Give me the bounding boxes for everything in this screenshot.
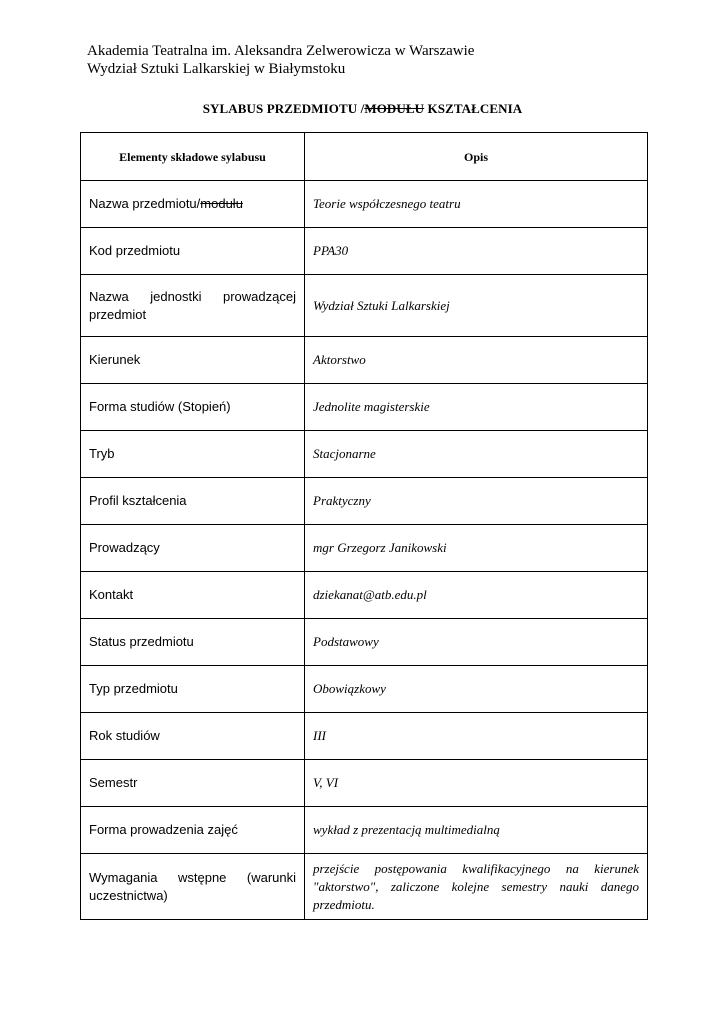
row-label: Prowadzący [81, 525, 305, 572]
row-value: Jednolite magisterskie [305, 384, 648, 431]
table-row [81, 572, 648, 619]
table-row [81, 337, 648, 384]
institution-header [87, 42, 474, 78]
table-row [81, 713, 648, 760]
table-row [81, 228, 648, 275]
row-label [81, 181, 305, 228]
row-value: PPA30 [305, 228, 648, 275]
row-label: Wymagania wstępne (warunki uczestnictwa) [81, 854, 305, 920]
row-label: Kierunek [81, 337, 305, 384]
document-title [0, 101, 725, 117]
table-row [81, 181, 648, 228]
row-label: Status przedmiotu [81, 619, 305, 666]
column-header-description: Opis [305, 133, 648, 181]
row-value: mgr Grzegorz Janikowski [305, 525, 648, 572]
table-row [81, 478, 648, 525]
syllabus-table [80, 132, 648, 920]
row-value: wykład z prezentacją multimedialną [305, 807, 648, 854]
table-row [81, 760, 648, 807]
row-label: Typ przedmiotu [81, 666, 305, 713]
row-value: III [305, 713, 648, 760]
table-row [81, 807, 648, 854]
row-label-text: Nazwa przedmiotu/ [89, 196, 201, 211]
row-label: Profil kształcenia [81, 478, 305, 525]
row-label-struck: modułu [200, 196, 243, 211]
row-value: dziekanat@atb.edu.pl [305, 572, 648, 619]
column-header-elements: Elementy składowe sylabusu [81, 133, 305, 181]
row-value: Stacjonarne [305, 431, 648, 478]
table-row [81, 854, 648, 920]
row-label: Kontakt [81, 572, 305, 619]
row-value: Podstawowy [305, 619, 648, 666]
row-value: Teorie współczesnego teatru [305, 181, 648, 228]
row-label: Rok studiów [81, 713, 305, 760]
title-part2: KSZTAŁCENIA [424, 101, 523, 116]
row-label: Nazwa jednostki prowadzącej przedmiot [81, 275, 305, 337]
row-label: Tryb [81, 431, 305, 478]
table-row [81, 619, 648, 666]
row-value: Aktorstwo [305, 337, 648, 384]
table-row [81, 525, 648, 572]
row-value: Wydział Sztuki Lalkarskiej [305, 275, 648, 337]
table-row [81, 431, 648, 478]
row-label: Forma studiów (Stopień) [81, 384, 305, 431]
row-value: przejście postępowania kwalifikacyjnego na kierunek "aktorstwo", zaliczone kolejne semestry nauki danego przedmiotu. [305, 854, 648, 920]
table-header-row [81, 133, 648, 181]
title-part1: SYLABUS PRZEDMIOTU / [202, 101, 365, 116]
row-label: Semestr [81, 760, 305, 807]
row-value: Obowiązkowy [305, 666, 648, 713]
row-value: V, VI [305, 760, 648, 807]
table-row [81, 275, 648, 337]
table-row [81, 666, 648, 713]
row-value: Praktyczny [305, 478, 648, 525]
institution-name: Akademia Teatralna im. Aleksandra Zelwerowicza w Warszawie [87, 43, 475, 59]
table-row [81, 384, 648, 431]
faculty-name: Wydział Sztuki Lalkarskiej w Białymstoku [87, 61, 346, 77]
row-label: Kod przedmiotu [81, 228, 305, 275]
title-struck-word: MODUŁU [364, 101, 425, 116]
row-label: Forma prowadzenia zajęć [81, 807, 305, 854]
